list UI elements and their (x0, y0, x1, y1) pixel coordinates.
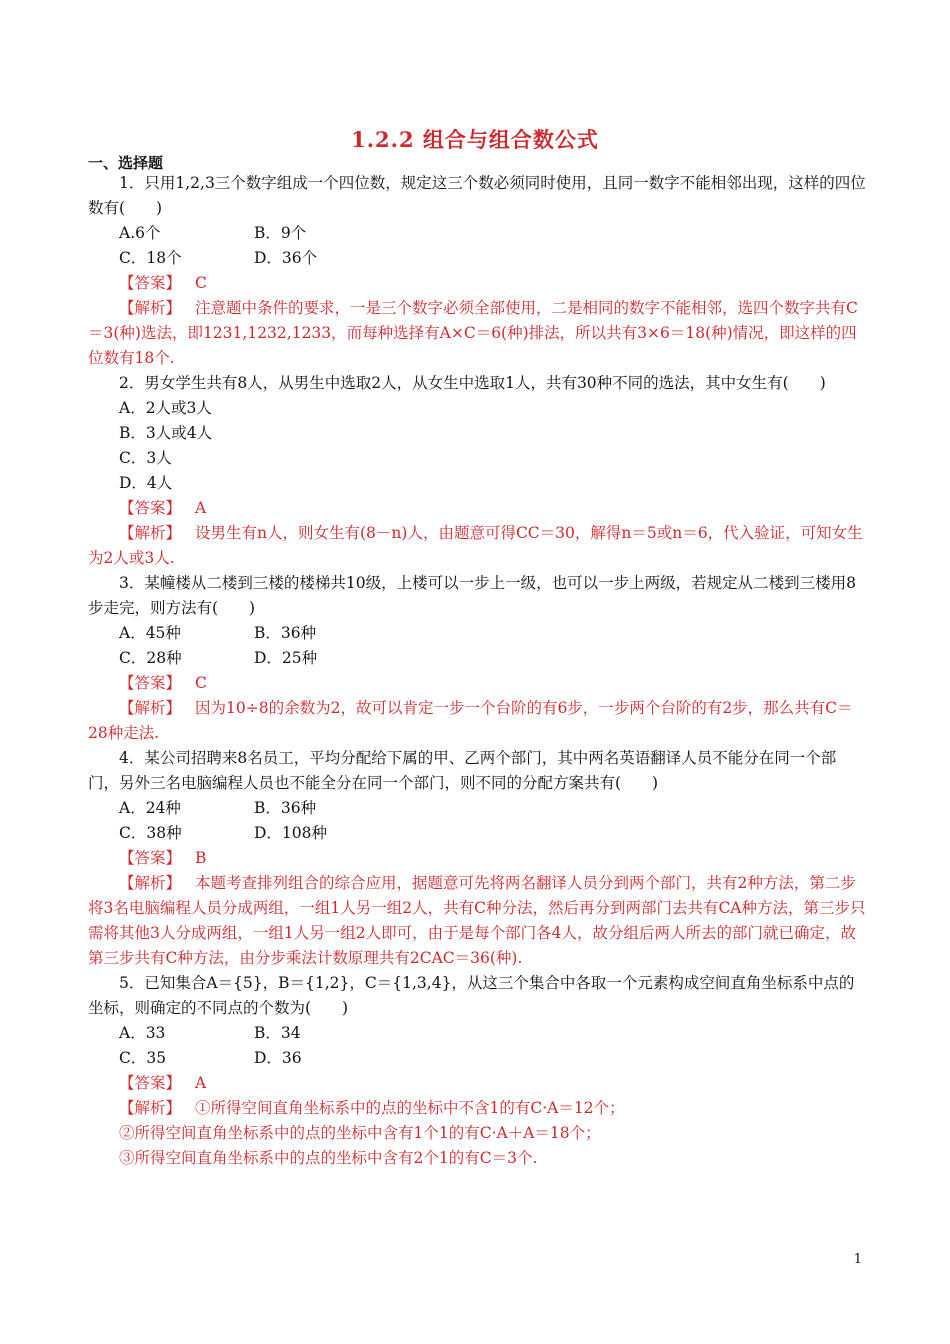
option-d: D．25种 (254, 649, 318, 667)
question-1-options-row-2 (88, 246, 866, 271)
question-1-explanation (88, 296, 866, 371)
question-3-answer (88, 671, 866, 696)
question-2-explanation (88, 521, 866, 571)
explanation-text-3: ③所得空间直角坐标系中的点的坐标中含有2个1的有C＝3个. (119, 1149, 538, 1167)
option-c: C．18个 (119, 249, 182, 267)
explanation-text: 本题考查排列组合的综合应用，据题意可先将两名翻译人员分到两个部门，共有2种方法，第二步将3名电脑编程人员分成两组，一组1人另一组2人，共有C种分法，然后再分到两部门去共有CA种方法，第三步只需将其他3人分成两组，一组1人另一组2人即可，由于是每个部门各4人，故分组后两人所去的部门就已确定，故第三步共有C种方法，由分步乘法计数原理共有2CAC＝36(种). (88, 874, 866, 967)
question-1-options-row-1 (88, 221, 866, 246)
option-a: A．33 (119, 1024, 166, 1042)
option-a: A．45种 (119, 624, 181, 642)
explanation-tag: 【解析】 (119, 1099, 182, 1117)
option-a: A．2人或3人 (119, 399, 212, 417)
question-4-stem: 4．某公司招聘来8名员工，平均分配给下属的甲、乙两个部门，其中两名英语翻译人员不能分在同一个部门，另外三名电脑编程人员也不能全分在同一个部门，则不同的分配方案共有( ) (88, 749, 837, 792)
answer-value: C (195, 674, 207, 692)
question-1-answer (88, 271, 866, 296)
answer-value: C (195, 274, 207, 292)
answer-tag: 【答案】 (119, 499, 182, 517)
answer-value: B (195, 849, 207, 867)
question-5-stem: 5．已知集合A＝{5}，B＝{1,2}，C＝{1,3,4}，从这三个集合中各取一个元素构成空间直角坐标系中点的坐标，则确定的不同点的个数为( ) (88, 974, 855, 1017)
option-b: B．36种 (254, 799, 317, 817)
explanation-tag: 【解析】 (119, 699, 182, 717)
option-b: B．3人或4人 (119, 424, 213, 442)
explanation-text: 注意题中条件的要求，一是三个数字必须全部使用，二是相同的数字不能相邻，选四个数字共有C＝3(种)选法，即1231,1232,1233，而每种选择有A×C＝6(种)排法，所以共有3×6＝18(种)情况，即这样的四位数有18个. (88, 299, 858, 367)
explanation-text: 设男生有n人，则女生有(8－n)人，由题意可得CC＝30，解得n＝5或n＝6，代入验证，可知女生为2人或3人. (88, 524, 863, 567)
question-4-explanation (88, 871, 866, 971)
explanation-text-2: ②所得空间直角坐标系中的点的坐标中含有1个1的有C·A＋A＝18个； (119, 1124, 601, 1142)
answer-tag: 【答案】 (119, 1074, 182, 1092)
option-c: C．38种 (119, 824, 182, 842)
question-list (88, 171, 866, 1171)
question-5-options-row-2 (88, 1046, 866, 1071)
answer-value: A (195, 499, 207, 517)
option-a: A.6个 (119, 224, 161, 242)
option-a: A．24种 (119, 799, 181, 817)
explanation-tag: 【解析】 (119, 874, 182, 892)
question-3-explanation (88, 696, 866, 746)
answer-value: A (195, 1074, 207, 1092)
option-b: B．36种 (254, 624, 317, 642)
question-3-options-row-1 (88, 621, 866, 646)
question-4-options-row-2 (88, 821, 866, 846)
question-3-options-row-2 (88, 646, 866, 671)
section-heading: 一、选择题 (88, 154, 164, 172)
question-1-stem: 1．只用1,2,3三个数字组成一个四位数，规定这三个数必须同时使用，且同一数字不能相邻出现，这样的四位数有( ) (88, 174, 866, 217)
option-c: C．28种 (119, 649, 182, 667)
option-d: D．36 (254, 1049, 302, 1067)
question-5-explanation (88, 1096, 866, 1121)
explanation-text: 因为10÷8的余数为2，故可以肯定一步一个台阶的有6步，一步两个台阶的有2步，那么共有C＝28种走法. (88, 699, 853, 742)
option-b: B．9个 (254, 224, 307, 242)
answer-tag: 【答案】 (119, 849, 182, 867)
option-d: D．36个 (254, 249, 318, 267)
page-number: 1 (853, 1252, 862, 1267)
option-c: C．35 (119, 1049, 167, 1067)
option-b: B．34 (254, 1024, 301, 1042)
page-title: 1.2.2 组合与组合数公式 (351, 127, 599, 152)
question-5-options-row-1 (88, 1021, 866, 1046)
question-4-answer (88, 846, 866, 871)
answer-tag: 【答案】 (119, 674, 182, 692)
question-3-stem: 3．某幢楼从二楼到三楼的楼梯共10级，上楼可以一步上一级，也可以一步上两级，若规定从二楼到三楼用8步走完，则方法有( ) (88, 574, 856, 617)
option-d: D．4人 (119, 474, 173, 492)
question-5-answer (88, 1071, 866, 1096)
question-4-options-row-1 (88, 796, 866, 821)
explanation-text-1: ①所得空间直角坐标系中的点的坐标中不含1的有C·A＝12个； (195, 1099, 625, 1117)
option-d: D．108种 (254, 824, 328, 842)
option-c: C．3人 (119, 449, 172, 467)
explanation-tag: 【解析】 (119, 524, 182, 542)
question-2-answer (88, 496, 866, 521)
answer-tag: 【答案】 (119, 274, 182, 292)
explanation-tag: 【解析】 (119, 299, 182, 317)
question-2-stem: 2．男女学生共有8人，从男生中选取2人，从女生中选取1人，共有30种不同的选法，其中女生有( ) (119, 374, 826, 392)
